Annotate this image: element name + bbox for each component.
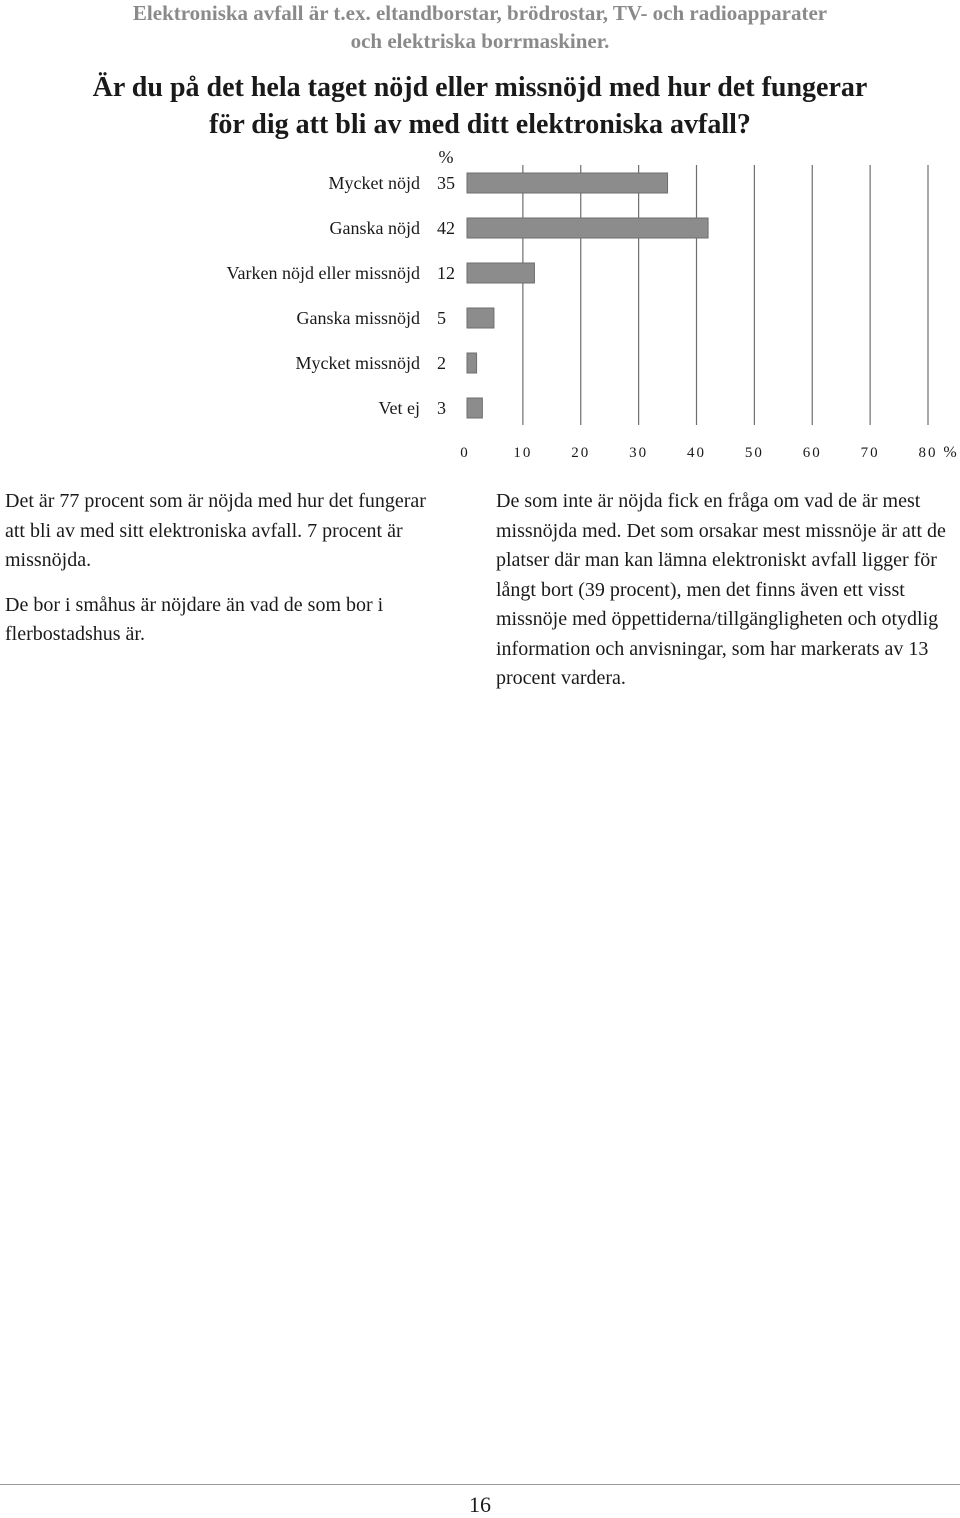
x-axis-unit: % <box>943 444 957 461</box>
intro-line-2: och elektriska borrmaskiner. <box>350 29 610 53</box>
right-paragraph-1: De som inte är nöjda fick en fråga om vad de är mest missnöjda med. Det som orsakar mest missnöje är att de platser där man kan lämna elektroniskt avfall ligger för långt bort (39 procent), men det finns även ett visst missnöje med öppettiderna/tillgängligheten och otydlig information och anvisningar, som har markerats av 13 procent vardera. <box>496 490 946 689</box>
x-tick-label: 0 <box>460 445 470 461</box>
bar <box>467 353 477 373</box>
intro-line-1: Elektroniska avfall är t.ex. eltandborstar, brödrostar, TV- och radioapparater <box>132 1 828 25</box>
chart-gridlines <box>523 165 928 425</box>
value-label: 12 <box>437 263 455 283</box>
category-label: Mycket missnöjd <box>295 353 420 373</box>
x-tick-label: 60 <box>802 445 822 461</box>
bar <box>467 263 534 283</box>
category-label: Mycket nöjd <box>328 173 420 193</box>
page-number: 16 <box>469 1492 491 1517</box>
chart-bars <box>467 173 708 418</box>
x-tick-label: 70 <box>860 445 880 461</box>
bar <box>467 398 482 418</box>
value-column-header: % <box>438 147 454 167</box>
satisfaction-bar-chart <box>0 140 960 470</box>
x-tick-label: 20 <box>571 445 591 461</box>
value-label: 35 <box>437 173 455 193</box>
bar <box>467 308 494 328</box>
x-tick-label: 50 <box>744 445 764 461</box>
chart-labels <box>227 147 455 418</box>
category-label: Ganska nöjd <box>329 218 420 238</box>
value-label: 5 <box>437 308 446 328</box>
x-tick-label: 80 <box>918 445 938 461</box>
left-paragraph-2: De bor i småhus är nöjdare än vad de som bor i flerbostadshus är. <box>5 593 384 645</box>
bar <box>467 218 708 238</box>
category-label: Varken nöjd eller missnöjd <box>226 263 420 283</box>
left-paragraph-1: Det är 77 procent som är nöjda med hur det fungerar att bli av med sitt elektroniska avfall. 7 procent är missnöjda. <box>5 490 426 571</box>
chart-x-axis-ticks <box>460 444 956 461</box>
category-label: Ganska missnöjd <box>296 308 420 328</box>
value-label: 42 <box>437 218 455 238</box>
x-tick-label: 40 <box>687 445 706 461</box>
x-tick-label: 30 <box>629 445 649 461</box>
bar <box>467 173 668 193</box>
question-line-1: Är du på det hela taget nöjd eller missnöjd med hur det fungerar <box>92 72 868 103</box>
right-column <box>496 487 958 694</box>
question-line-2: för dig att bli av med ditt elektroniska avfall? <box>209 109 751 140</box>
value-label: 3 <box>437 398 446 418</box>
value-label: 2 <box>437 353 446 373</box>
footer-rule <box>0 1484 960 1485</box>
category-label: Vet ej <box>378 398 420 418</box>
x-tick-label: 10 <box>513 445 533 461</box>
left-column <box>5 487 450 650</box>
